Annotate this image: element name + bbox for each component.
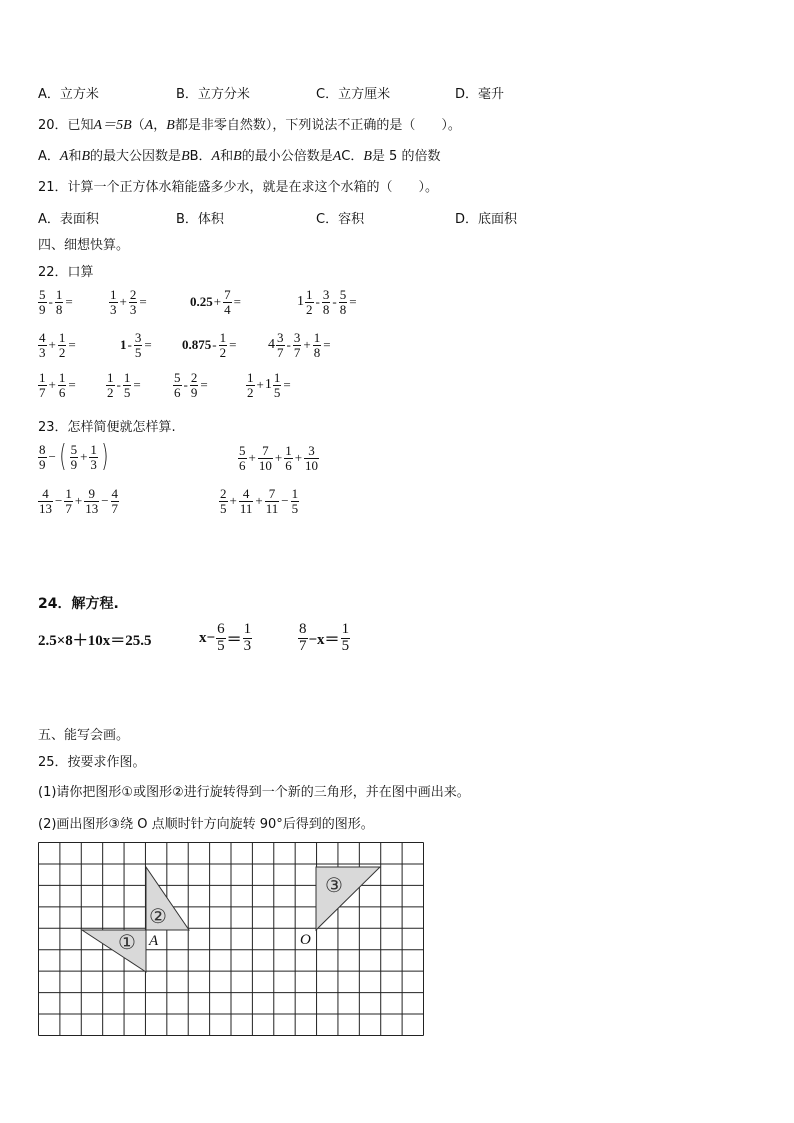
question-24-title: 24．解方程. bbox=[38, 596, 119, 612]
question-20: 20．已知A＝5B（A，B都是非零自然数），下列说法不正确的是（ ）。 bbox=[38, 118, 461, 133]
option-d: D．毫升 bbox=[455, 87, 505, 102]
mental-calc-3: 0.25 + $\frac{7}{4}$ = bbox=[190, 287, 241, 317]
simplify-expr-3: $\frac{4}{13}$ − $\frac{1}{7}$ + $\frac{9}{13}$ − $\frac{4}{7}$ bbox=[39, 486, 119, 516]
mental-calc-1: $\frac{5}{9}$ - $\frac{1}{8}$ = bbox=[39, 287, 73, 317]
label-3: ③ bbox=[325, 873, 343, 897]
simplify-expr-2: $\frac{5}{6}$ + $\frac{7}{10}$ + $\frac{1}{6}$ + $\frac{3}{10}$ bbox=[239, 443, 319, 473]
option-b: B．立方分米 bbox=[176, 87, 250, 102]
mental-calc-4: 1 $\frac{1}{2}$ - $\frac{3}{8}$ - $\frac{5}{8}$ = bbox=[297, 287, 357, 317]
section-5-heading: 五、能写会画。 bbox=[38, 728, 130, 743]
mental-calc-6: 1 - $\frac{3}{5}$ = bbox=[120, 330, 152, 360]
q21-option-a: A．表面积 bbox=[38, 212, 99, 227]
simplify-expr-4: $\frac{2}{5}$ + $\frac{4}{11}$ + $\frac{7}{11}$ − $\frac{1}{5}$ bbox=[220, 486, 299, 516]
mental-calc-2: $\frac{1}{3}$ + $\frac{2}{3}$ = bbox=[110, 287, 147, 317]
point-o-label: O bbox=[300, 932, 311, 948]
mental-calc-9: $\frac{1}{7}$ + $\frac{1}{6}$ = bbox=[39, 370, 76, 400]
label-2: ② bbox=[149, 904, 167, 928]
equation-1: 2.5×8＋10x＝25.5 bbox=[38, 633, 152, 649]
option-c: C．立方厘米 bbox=[316, 87, 391, 102]
mental-calc-5: $\frac{4}{3}$ + $\frac{1}{2}$ = bbox=[39, 330, 76, 360]
triangle-1 bbox=[82, 930, 146, 972]
question-21: 21．计算一个正方体水箱能盛多少水，就是在求这个水箱的（ ）。 bbox=[38, 180, 439, 195]
simplify-expr-1: $\frac{8}{9}$ − ( $\frac{5}{9}$ + $\frac{1}{3}$ ) bbox=[39, 439, 109, 474]
option-a: A．立方米 bbox=[38, 87, 99, 102]
task-2-text: (2)画出图形③绕 O 点顺时针方向旋转 90°后得到的图形。 bbox=[38, 817, 374, 832]
mental-calc-7: 0.875 - $\frac{1}{2}$ = bbox=[182, 330, 237, 360]
q21-option-b: B．体积 bbox=[176, 212, 224, 227]
mental-calc-8: 4 $\frac{3}{7}$ - $\frac{3}{7}$ + $\frac{1}{8}$ = bbox=[268, 330, 331, 360]
question-25-title: 25．按要求作图。 bbox=[38, 755, 146, 770]
equation-2: x − $\frac{6}{5}$ ＝ $\frac{1}{3}$ bbox=[199, 621, 252, 654]
mental-calc-10: $\frac{1}{2}$ - $\frac{1}{5}$ = bbox=[107, 370, 141, 400]
grid-figure bbox=[38, 842, 424, 1036]
label-1: ① bbox=[118, 930, 136, 954]
equation-3: $\frac{8}{7}$ −x＝ $\frac{1}{5}$ bbox=[299, 621, 350, 654]
mental-calc-11: $\frac{5}{6}$ - $\frac{2}{9}$ = bbox=[174, 370, 208, 400]
mental-calc-12: $\frac{1}{2}$ + 1 $\frac{1}{5}$ = bbox=[247, 370, 291, 400]
question-20-options: A．A和B的最大公因数是BB．A和B的最小公倍数是AC．B是 5 的倍数 bbox=[38, 149, 441, 164]
section-4-heading: 四、细想快算。 bbox=[38, 238, 130, 253]
q21-option-c: C．容积 bbox=[316, 212, 365, 227]
task-1-text: (1)请你把图形①或图形②进行旋转得到一个新的三角形，并在图中画出来。 bbox=[38, 785, 470, 800]
point-a-label: A bbox=[149, 933, 159, 949]
q21-option-d: D．底面积 bbox=[455, 212, 518, 227]
question-22-title: 22．口算 bbox=[38, 265, 94, 280]
question-23-title: 23．怎样简便就怎样算. bbox=[38, 420, 176, 435]
